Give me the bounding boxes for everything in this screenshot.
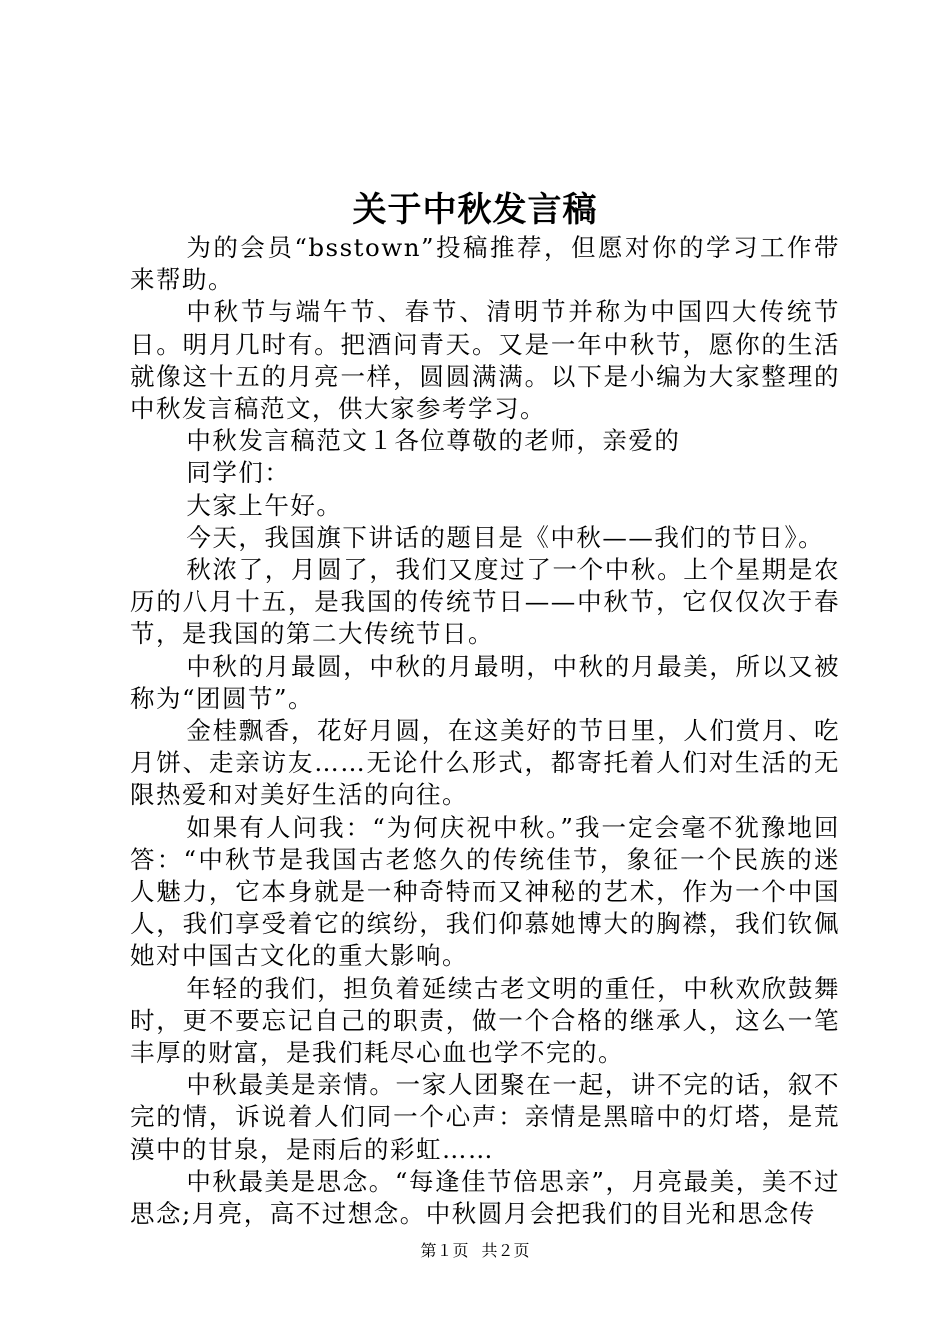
page-footer [0,1240,950,1262]
paragraph: 同学们： [186,458,291,488]
paragraph: 中秋的月最圆，中秋的月最明，中秋的月最美，所以又被称为“团圆节”。 [130,651,840,713]
page-total: 共２页 [481,1241,530,1260]
paragraph: 中秋最美是思念。“每逢佳节倍思亲”，月亮最美，美不过思念;月亮，高不过想念。中秋圆月会把我们的目光和思念传 [130,1166,840,1229]
paragraph: 中秋最美是亲情。一家人团聚在一起，讲不完的话，叙不完的情，诉说着人们同一个心声：亲情是黑暗中的灯塔，是荒漠中的甘泉，是雨后的彩虹…… [130,1070,840,1164]
document-title: 关于中秋发言稿 [352,190,598,230]
paragraph: 如果有人问我：“为何庆祝中秋。”我一定会毫不犹豫地回答：“中秋节是我国古老悠久的传统佳节，象征一个民族的迷人魅力，它本身就是一种奇特而又神秘的艺术，作为一个中国人，我们享受着它的缤纷，我们仰慕她博大的胸襟，我们钦佩她对中国古文化的重大影响。 [130,812,840,971]
paragraph: 金桂飘香，花好月圆，在这美好的节日里，人们赏月、吃月饼、走亲访友……无论什么形式，都寄托着人们对生活的无限热爱和对美好生活的向往。 [130,716,840,810]
paragraph: 中秋节与端午节、春节、清明节并称为中国四大传统节日。明月几时有。把酒问青天。又是一年中秋节，愿你的生活就像这十五的月亮一样，圆圆满满。以下是小编为大家整理的中秋发言稿范文，供大家参考学习。 [130,297,840,424]
paragraph: 大家上午好。 [186,490,343,520]
paragraph: 今天，我国旗下讲话的题目是《中秋——我们的节日》。 [186,522,825,552]
paragraph: 中秋发言稿范文１各位尊敬的老师，亲爱的 [186,426,681,456]
paragraph: 为的会员“bsstown”投稿推荐，但愿对你的学习工作带来帮助。 [130,233,840,295]
page-number: 第１页 [420,1241,469,1260]
document-body [130,232,840,1230]
paragraph: 年轻的我们，担负着延续古老文明的重任，中秋欢欣鼓舞时，更不要忘记自己的职责，做一个合格的继承人，这么一笔丰厚的财富，是我们耗尽心血也学不完的。 [130,973,840,1068]
paragraph: 秋浓了，月圆了，我们又度过了一个中秋。上个星期是农历的八月十五，是我国的传统节日——中秋节，它仅仅次于春节，是我国的第二大传统节日。 [130,555,840,649]
